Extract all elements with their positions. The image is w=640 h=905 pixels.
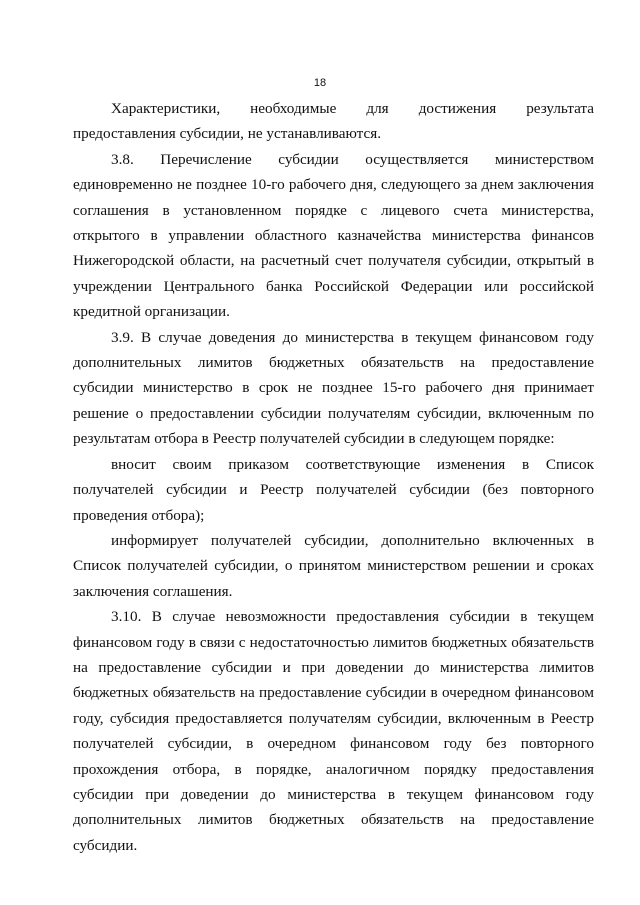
document-body <box>73 96 594 858</box>
paragraph-3-10: 3.10. В случае невозможности предоставления субсидии в текущем финансовом году в связи с недостаточностью лимитов бюджетных обязательств на предоставление субсидии и при доведении до министерства лимитов бюджетных обязательств на предоставление субсидии в очередном финансовом году, субсидия предоставляется получателям субсидии, включенным в Реестр получателей субсидии, в очередном финансовом году без повторного прохождения отбора, в порядке, аналогичном порядку предоставления субсидии при доведении до министерства в текущем финансовом году дополнительных лимитов бюджетных обязательств на предоставление субсидии. <box>73 608 594 854</box>
paragraph-result-characteristics: Характеристики, необходимые для достижения результата предоставления субсидии, не устанавливаются. <box>73 100 594 143</box>
paragraph-3-9-item-inform: информирует получателей субсидии, дополнительно включенных в Список получателей субсидии, о принятом министерством решении и сроках заключения соглашения. <box>73 531 594 600</box>
page-number: 18 <box>313 77 327 89</box>
paragraph-3-9-item-order: вносит своим приказом соответствующие изменения в Список получателей субсидии и Реестр получателей субсидии (без повторного проведения отбора); <box>73 455 594 524</box>
paragraph-3-8: 3.8. Перечисление субсидии осуществляется министерством единовременно не позднее 10-го рабочего дня, следующего за днем заключения соглашения в установленном порядке с лицевого счета министерства, открытого в управлении областного казначейства министерства финансов Нижегородской области, на расчетный счет получателя субсидии, открытый в учреждении Центрального банка Российской Федерации или российской кредитной организации. <box>73 150 594 321</box>
paragraph-3-9: 3.9. В случае доведения до министерства в текущем финансовом году дополнительных лимитов бюджетных обязательств на предоставление субсидии министерство в срок не позднее 15-го рабочего дня принимает решение о предоставлении субсидии получателям субсидии, включенным по результатам отбора в Реестр получателей субсидии в следующем порядке: <box>73 328 594 448</box>
